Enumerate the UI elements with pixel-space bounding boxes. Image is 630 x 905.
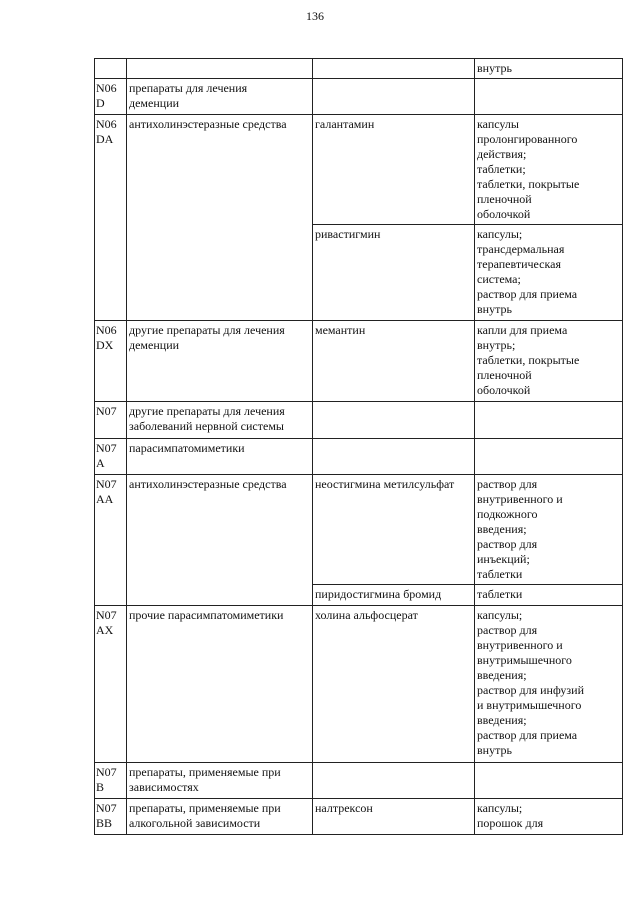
- dosage-form: внутрь: [477, 61, 512, 75]
- atc-code-cell: [95, 79, 127, 115]
- atc-code-cell: [95, 439, 127, 475]
- atc-code: N07: [96, 404, 117, 418]
- drug-name: ривастигмин: [315, 227, 381, 241]
- dosage-form-cell: [475, 606, 623, 763]
- table-row: [95, 439, 623, 475]
- dosage-form-cell: [475, 439, 623, 475]
- group-cell: [127, 763, 313, 799]
- atc-code-cell: [95, 763, 127, 799]
- drug-name-cell: [313, 439, 475, 475]
- group-cell: [127, 402, 313, 439]
- atc-code: N06 DA: [96, 117, 117, 146]
- drug-name: пиридостигмина бромид: [315, 587, 442, 601]
- dosage-form-cell: [475, 115, 623, 225]
- drug-name-cell: [313, 321, 475, 402]
- drug-name: галантамин: [315, 117, 375, 131]
- group-cell: [127, 79, 313, 115]
- table-row: [95, 402, 623, 439]
- atc-code-cell: [95, 115, 127, 321]
- page-number: 136: [306, 9, 324, 23]
- group-name: препараты, применяемые при алкогольной зависимости: [129, 801, 281, 830]
- dosage-form-cell: [475, 59, 623, 79]
- drug-name-cell: [313, 475, 475, 585]
- atc-code: N07 AX: [96, 608, 117, 637]
- dosage-form: капсулы; раствор для внутривенного и внутримышечного введения; раствор для инфузий и внутримышечного введения; раствор для приема внутрь: [477, 608, 584, 757]
- atc-code: N07 AA: [96, 477, 117, 506]
- drug-name-cell: [313, 402, 475, 439]
- group-name: другие препараты для лечения заболеваний нервной системы: [129, 404, 285, 433]
- drug-name: налтрексон: [315, 801, 373, 815]
- group-cell: [127, 59, 313, 79]
- dosage-form: капли для приема внутрь; таблетки, покрытые пленочной оболочкой: [477, 323, 580, 397]
- dosage-form: капсулы; порошок для: [477, 801, 544, 830]
- drug-name-cell: [313, 799, 475, 835]
- dosage-form-cell: [475, 475, 623, 585]
- table-row: [95, 475, 623, 585]
- drug-table: [94, 58, 623, 835]
- group-cell: [127, 115, 313, 321]
- drug-name-cell: [313, 225, 475, 321]
- drug-name-cell: [313, 79, 475, 115]
- dosage-form-cell: [475, 79, 623, 115]
- atc-code: N06 D: [96, 81, 117, 110]
- atc-code: N07 B: [96, 765, 117, 794]
- table-row: [95, 115, 623, 225]
- drug-name: холина альфосцерат: [315, 608, 418, 622]
- dosage-form-cell: [475, 402, 623, 439]
- drug-name-cell: [313, 763, 475, 799]
- drug-name: мемантин: [315, 323, 366, 337]
- group-cell: [127, 439, 313, 475]
- atc-code-cell: [95, 799, 127, 835]
- dosage-form: таблетки: [477, 587, 523, 601]
- atc-code: N07 BB: [96, 801, 117, 830]
- dosage-form-cell: [475, 585, 623, 606]
- group-name: антихолинэстеразные средства: [129, 117, 287, 131]
- atc-code-cell: [95, 475, 127, 606]
- atc-code: N07 A: [96, 441, 117, 470]
- atc-code: N06 DX: [96, 323, 117, 352]
- atc-code-cell: [95, 59, 127, 79]
- group-cell: [127, 321, 313, 402]
- table-row: [95, 79, 623, 115]
- dosage-form-cell: [475, 321, 623, 402]
- table-row: [95, 763, 623, 799]
- group-cell: [127, 475, 313, 606]
- dosage-form-cell: [475, 763, 623, 799]
- group-name: прочие парасимпатомиметики: [129, 608, 284, 622]
- dosage-form: раствор для внутривенного и подкожного введения; раствор для инъекций; таблетки: [477, 477, 563, 581]
- dosage-form-cell: [475, 799, 623, 835]
- group-name: другие препараты для лечения деменции: [129, 323, 285, 352]
- drug-name-cell: [313, 115, 475, 225]
- group-cell: [127, 799, 313, 835]
- table-row: [95, 799, 623, 835]
- table-row: [95, 606, 623, 763]
- dosage-form: капсулы; трансдермальная терапевтическая система; раствор для приема внутрь: [477, 227, 578, 316]
- dosage-form: капсулы пролонгированного действия; таблетки; таблетки, покрытые пленочной оболочкой: [477, 117, 580, 221]
- atc-code-cell: [95, 606, 127, 763]
- dosage-form-cell: [475, 225, 623, 321]
- group-name: препараты, применяемые при зависимостях: [129, 765, 281, 794]
- drug-name: неостигмина метилсульфат: [315, 477, 455, 491]
- table-row: [95, 321, 623, 402]
- drug-name-cell: [313, 606, 475, 763]
- table-row: [95, 59, 623, 79]
- group-name: антихолинэстеразные средства: [129, 477, 287, 491]
- drug-name-cell: [313, 59, 475, 79]
- drug-name-cell: [313, 585, 475, 606]
- group-name: парасимпатомиметики: [129, 441, 245, 455]
- atc-code-cell: [95, 402, 127, 439]
- atc-code-cell: [95, 321, 127, 402]
- group-cell: [127, 606, 313, 763]
- group-name: препараты для лечения деменции: [129, 81, 248, 110]
